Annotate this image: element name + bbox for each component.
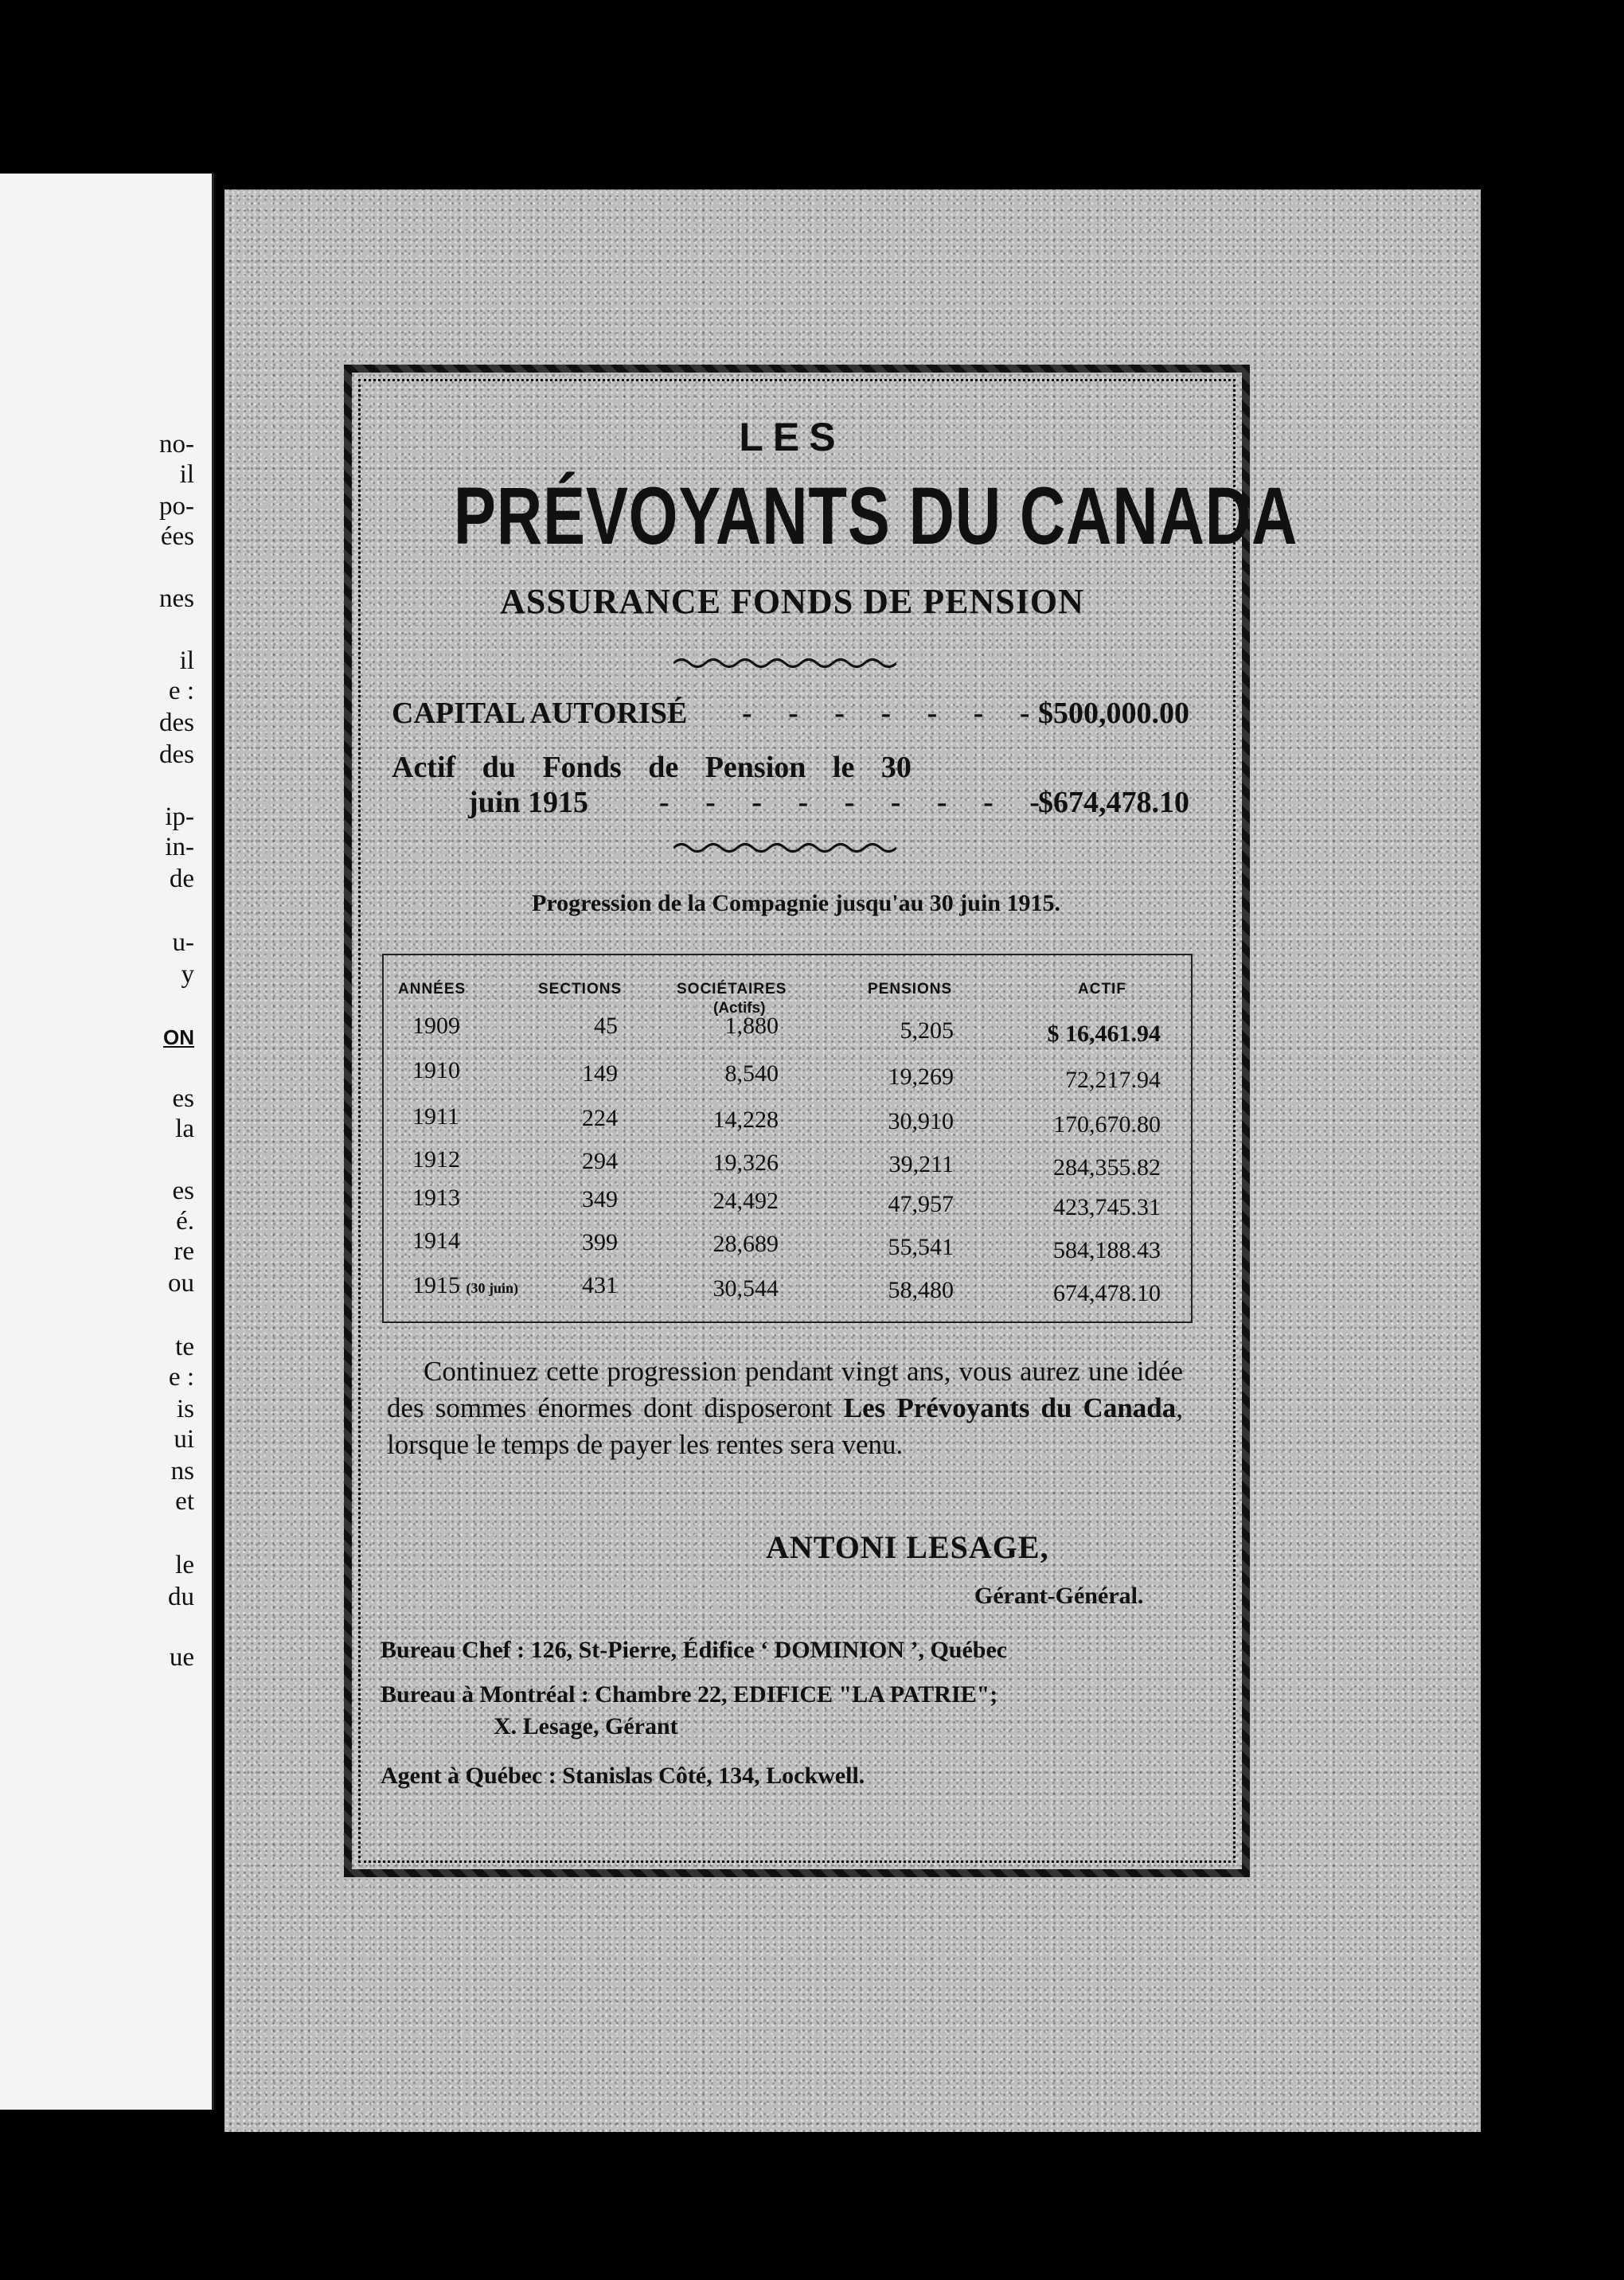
cell-societaires: 1,880 xyxy=(724,1013,779,1039)
capital-amount: $500,000.00 xyxy=(1038,697,1189,730)
paragraph-text: , lorsque le temps de payer les rentes sera venu. xyxy=(387,1392,1183,1460)
closing-paragraph xyxy=(387,1353,1183,1463)
cell-year: 1910 xyxy=(412,1057,460,1083)
left-page-fragment: y xyxy=(181,960,194,989)
cell-sections: 431 xyxy=(582,1272,618,1298)
left-page-fragment: ue xyxy=(169,1643,194,1672)
cell-year: 1911 xyxy=(412,1103,459,1130)
cell-societaires: 30,544 xyxy=(712,1275,779,1302)
quebec-agent-line: Agent à Québec : Stanislas Côté, 134, Lockwell. xyxy=(381,1763,865,1789)
left-page-fragment: nes xyxy=(159,584,194,613)
cell-societaires: 19,326 xyxy=(712,1150,779,1176)
cell-actif: 584,188.43 xyxy=(1053,1237,1161,1263)
cell-pensions: 39,211 xyxy=(888,1151,954,1177)
company-title: PRÉVOYANTS DU CANADA xyxy=(453,470,1298,561)
cell-pensions: 47,957 xyxy=(888,1191,954,1217)
cell-sections: 224 xyxy=(582,1105,618,1131)
cell-year xyxy=(412,1272,518,1299)
left-page-fragment: e : xyxy=(168,1363,194,1392)
capital-label: CAPITAL AUTORISÉ xyxy=(392,697,688,730)
progression-caption: Progression de la Compagnie jusqu'au 30 juin 1915. xyxy=(532,890,1060,916)
cell-year: 1912 xyxy=(412,1146,460,1173)
col-header-societaires-sub: (Actifs) xyxy=(713,1000,766,1017)
signatory-title: Gérant-Général. xyxy=(974,1583,1144,1609)
left-page-fragment: il xyxy=(179,646,194,675)
left-page-fragment: de xyxy=(169,865,194,893)
col-header-societaires: SOCIÉTAIRES xyxy=(677,981,787,998)
cell-pensions: 19,269 xyxy=(888,1064,954,1090)
cell-year: 1913 xyxy=(412,1185,460,1211)
cell-year: 1909 xyxy=(412,1013,460,1039)
left-page-fragment: il xyxy=(179,460,194,489)
left-page-fragment: ns xyxy=(170,1457,194,1486)
cell-pensions: 30,910 xyxy=(888,1108,954,1134)
left-page-fragment: te xyxy=(175,1333,194,1361)
col-header-actif: ACTIF xyxy=(1078,981,1126,998)
col-header-pensions: PENSIONS xyxy=(868,981,953,998)
cell-sections: 294 xyxy=(582,1148,618,1174)
left-page-fragment: es xyxy=(172,1084,194,1113)
left-page-fragment: é. xyxy=(176,1207,194,1236)
left-page-fragment: ui xyxy=(174,1425,194,1454)
left-page-fragment: la xyxy=(175,1115,194,1143)
left-page-fragment: ées xyxy=(160,522,194,551)
cell-year: 1914 xyxy=(412,1228,460,1254)
left-page-fragment: ou xyxy=(168,1269,194,1298)
left-page-fragment: ON xyxy=(163,1025,194,1049)
cell-year-note: (30 juin) xyxy=(466,1280,519,1296)
cell-pensions: 58,480 xyxy=(888,1277,954,1303)
cell-actif: 170,670.80 xyxy=(1053,1111,1161,1138)
cell-actif: 423,745.31 xyxy=(1053,1194,1161,1220)
paragraph-company-name: Les Prévoyants du Canada xyxy=(843,1392,1177,1423)
left-page-fragment: u- xyxy=(172,928,194,957)
cell-sections: 149 xyxy=(582,1060,618,1087)
cell-actif: 284,355.82 xyxy=(1053,1154,1161,1181)
col-header-annees: ANNÉES xyxy=(398,981,467,998)
cell-pensions: 5,205 xyxy=(900,1017,954,1044)
cell-societaires: 24,492 xyxy=(712,1188,779,1214)
col-header-sections: SECTIONS xyxy=(538,981,623,998)
head-office-line: Bureau Chef : 126, St-Pierre, Édifice ‘ DOMINION ’, Québec xyxy=(381,1637,1008,1663)
paragraph-text: Continuez cette progression pendant vingt ans, vous aurez une idée des sommes énormes dont disposeront xyxy=(387,1356,1183,1423)
left-page-fragment: ip- xyxy=(165,802,194,831)
left-page-fragment: et xyxy=(175,1487,194,1516)
heading-les: LES xyxy=(739,415,845,459)
montreal-manager-line: X. Lesage, Gérant xyxy=(494,1713,678,1739)
left-page-fragment: is xyxy=(176,1395,194,1423)
cell-actif: 72,217.94 xyxy=(1065,1067,1161,1093)
left-page-fragment: po- xyxy=(159,492,194,521)
montreal-office-line: Bureau à Montréal : Chambre 22, EDIFICE "LA PATRIE"; xyxy=(381,1681,998,1708)
cell-year-value: 1915 xyxy=(412,1272,460,1298)
wave-ornament xyxy=(673,839,896,857)
signatory-name: ANTONI LESAGE, xyxy=(766,1529,1049,1565)
left-page-fragment: des xyxy=(159,740,194,769)
cell-societaires: 14,228 xyxy=(712,1107,779,1133)
left-page-fragment: e : xyxy=(168,677,194,705)
left-page-fragment: des xyxy=(159,709,194,737)
wave-ornament xyxy=(673,654,896,672)
cell-sections: 349 xyxy=(582,1186,618,1212)
leader-dashes: - - - - - - - - - xyxy=(659,786,1054,819)
left-page-fragment: no- xyxy=(159,430,194,459)
cell-societaires: 28,689 xyxy=(712,1231,779,1257)
leader-dashes: - - - - - - - xyxy=(742,697,1044,730)
progression-table xyxy=(382,954,1193,1323)
left-page-fragment: in- xyxy=(165,833,194,861)
left-facing-page xyxy=(0,174,214,2110)
actif-label-line1: Actif du Fonds de Pension le 30 xyxy=(392,751,912,784)
cell-sections: 45 xyxy=(594,1013,618,1039)
left-page-fragment: es xyxy=(172,1177,194,1205)
cell-pensions: 55,541 xyxy=(888,1234,954,1260)
company-subtitle: ASSURANCE FONDS DE PENSION xyxy=(500,582,1084,621)
cell-societaires: 8,540 xyxy=(724,1060,779,1087)
left-page-fragment: re xyxy=(174,1237,194,1266)
actif-amount: $674,478.10 xyxy=(1038,786,1189,819)
cell-sections: 399 xyxy=(582,1229,618,1255)
actif-label-line2: juin 1915 xyxy=(468,786,588,819)
cell-actif: 674,478.10 xyxy=(1053,1280,1161,1306)
left-page-fragment: le xyxy=(175,1551,194,1579)
cell-actif: $ 16,461.94 xyxy=(1047,1021,1161,1047)
left-page-fragment: du xyxy=(168,1583,194,1611)
